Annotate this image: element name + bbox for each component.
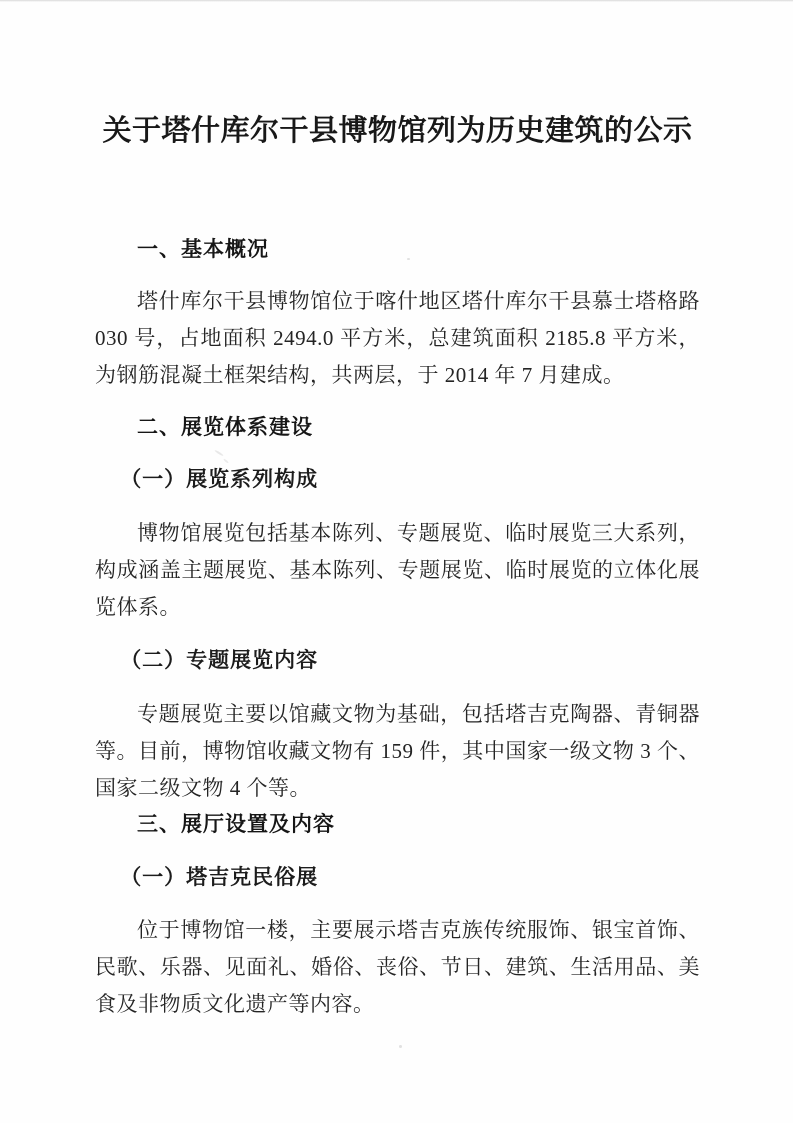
scan-artifact [214, 450, 224, 457]
scan-artifact [407, 258, 410, 260]
section-3-sub-1-heading: （一）塔吉克民俗展 [120, 865, 319, 889]
section-2-sub-2-paragraph: 专题展览主要以馆藏文物为基础，包括塔吉克陶器、青铜器等。目前，博物馆收藏文物有 159 件，其中国家一级文物 3 个、国家二级文物 4 个等。 [95, 702, 700, 800]
section-1-paragraph: 塔什库尔干县博物馆位于喀什地区塔什库尔干县慕士塔格路 030 号，占地面积 2494.0 平方米，总建筑面积 2185.8 平方米，为钢筋混凝土框架结构，共两层，于 2014 年 7 月建成。 [95, 289, 700, 387]
section-3-heading: 三、展厅设置及内容 [137, 813, 335, 836]
section-2-sub-2-heading: （二）专题展览内容 [120, 648, 319, 672]
section-2-heading: 二、展览体系建设 [137, 416, 313, 439]
scan-artifact [223, 458, 229, 463]
document-title: 关于塔什库尔干县博物馆列为历史建筑的公示 [102, 115, 693, 147]
section-2-sub-1-heading: （一）展览系列构成 [120, 467, 319, 491]
section-2-sub-1-paragraph: 博物馆展览包括基本陈列、专题展览、临时展览三大系列，构成涵盖主题展览、基本陈列、专题展览、临时展览的立体化展览体系。 [95, 521, 700, 619]
section-1-heading: 一、基本概况 [137, 238, 269, 261]
scan-edge-artifact [0, 0, 793, 2]
section-3-sub-1-paragraph: 位于博物馆一楼，主要展示塔吉克族传统服饰、银宝首饰、民歌、乐器、见面礼、婚俗、丧俗、节日、建筑、生活用品、美食及非物质文化遗产等内容。 [95, 918, 700, 1016]
scan-artifact [399, 1045, 402, 1048]
